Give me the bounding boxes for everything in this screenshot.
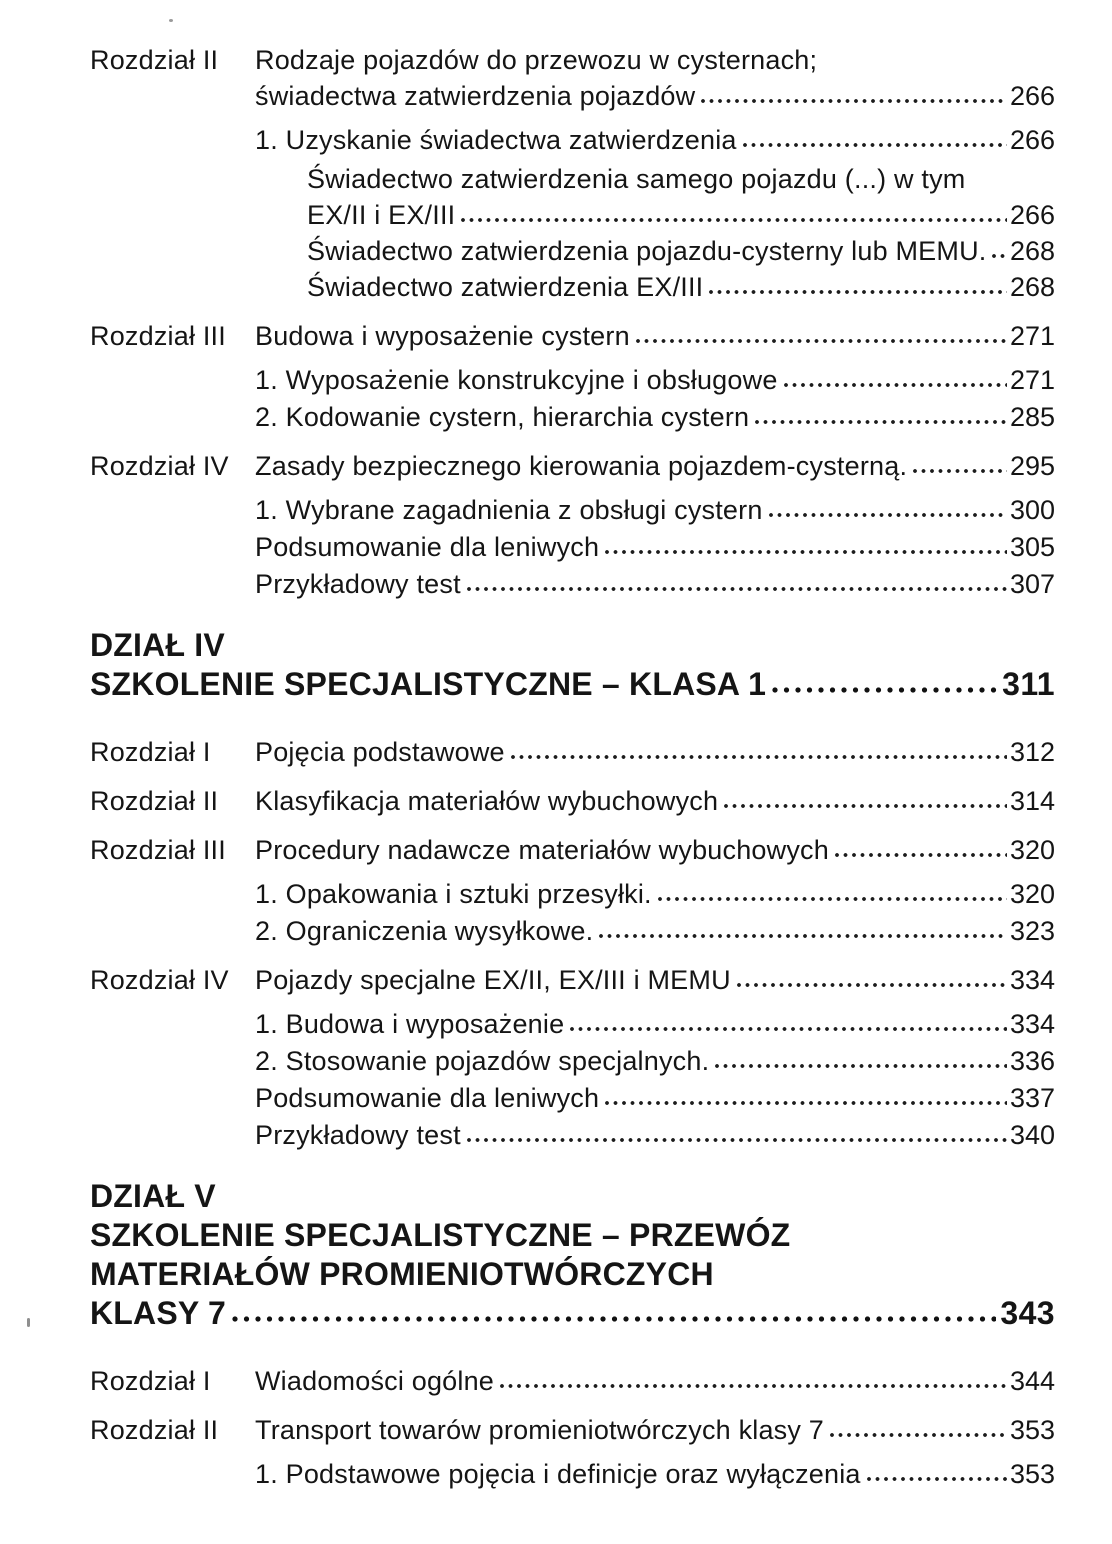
entry-content bbox=[255, 1117, 1055, 1153]
page-number: 340 bbox=[1009, 1120, 1055, 1150]
toc-entry bbox=[90, 1363, 1055, 1399]
entry-content bbox=[90, 626, 1055, 704]
entry-text: SZKOLENIE SPECJALISTYCZNE – PRZEWÓZ bbox=[90, 1217, 791, 1253]
dot-leader bbox=[911, 463, 1007, 475]
page-number: 314 bbox=[1009, 786, 1055, 816]
entry-text: 2. Kodowanie cystern, hierarchia cystern bbox=[255, 402, 750, 432]
entry-text: DZIAŁ V bbox=[90, 1178, 216, 1214]
page-number: 337 bbox=[1009, 1083, 1055, 1113]
dot-leader bbox=[833, 847, 1007, 859]
chapter-label: Rozdział II bbox=[90, 786, 219, 816]
entry-line bbox=[255, 1363, 1055, 1399]
entry-text: DZIAŁ IV bbox=[90, 627, 225, 663]
page-number: 344 bbox=[1009, 1366, 1055, 1396]
page-number: 271 bbox=[1009, 321, 1055, 351]
entry-content bbox=[255, 566, 1055, 602]
toc-entry bbox=[90, 1117, 1055, 1153]
toc-entry bbox=[90, 42, 1055, 114]
dot-leader bbox=[465, 1132, 1007, 1144]
entry-content bbox=[255, 876, 1055, 912]
entry-content bbox=[255, 783, 1055, 819]
dot-leader bbox=[767, 507, 1007, 519]
entry-line bbox=[255, 1412, 1055, 1448]
toc-entry bbox=[90, 913, 1055, 949]
entry-text: SZKOLENIE SPECJALISTYCZNE – KLASA 1 bbox=[90, 666, 767, 702]
entry-content bbox=[255, 529, 1055, 565]
dot-leader bbox=[509, 749, 1007, 761]
page-number: 353 bbox=[1009, 1459, 1055, 1489]
page-number: 320 bbox=[1009, 835, 1055, 865]
toc-entry bbox=[90, 1456, 1055, 1492]
entry-line bbox=[307, 161, 1055, 197]
dot-leader bbox=[699, 93, 1007, 105]
toc-entry bbox=[90, 122, 1055, 158]
entry-content bbox=[255, 1363, 1055, 1399]
toc-entry bbox=[90, 832, 1055, 868]
entry-line bbox=[255, 734, 1055, 770]
toc-entry bbox=[90, 962, 1055, 998]
entry-content bbox=[255, 1456, 1055, 1492]
entry-text: 2. Ograniczenia wysyłkowe. bbox=[255, 916, 594, 946]
entry-content bbox=[255, 832, 1055, 868]
entry-content bbox=[255, 318, 1055, 354]
dot-leader bbox=[459, 212, 1007, 224]
entry-text: Pojazdy specjalne EX/II, EX/III i MEMU bbox=[255, 965, 731, 995]
entry-line bbox=[255, 1117, 1055, 1153]
entry-content bbox=[255, 399, 1055, 435]
entry-text: 1. Podstawowe pojęcia i definicje oraz wyłączenia bbox=[255, 1459, 861, 1489]
dot-leader bbox=[735, 977, 1007, 989]
entry-text: Podsumowanie dla leniwych bbox=[255, 532, 600, 562]
entry-text: 1. Wybrane zagadnienia z obsługi cystern bbox=[255, 495, 763, 525]
entry-content bbox=[255, 1043, 1055, 1079]
dot-leader bbox=[230, 1310, 996, 1324]
dot-leader bbox=[707, 284, 1007, 296]
toc-entry bbox=[90, 448, 1055, 484]
entry-text: Wiadomości ogólne bbox=[255, 1366, 495, 1396]
entry-text: 1. Uzyskanie świadectwa zatwierdzenia bbox=[255, 125, 737, 155]
page-number: 320 bbox=[1009, 879, 1055, 909]
entry-line bbox=[90, 665, 1055, 704]
dot-leader bbox=[603, 1095, 1007, 1107]
toc-entry bbox=[90, 783, 1055, 819]
dot-leader bbox=[865, 1471, 1007, 1483]
page-number: 266 bbox=[1009, 200, 1055, 230]
entry-text: Zasady bezpiecznego kierowania pojazdem-cysterną. bbox=[255, 451, 908, 481]
page-number: 336 bbox=[1009, 1046, 1055, 1076]
toc-entry bbox=[90, 1080, 1055, 1116]
page-number: 305 bbox=[1009, 532, 1055, 562]
dot-leader bbox=[498, 1378, 1007, 1390]
entry-line bbox=[255, 1043, 1055, 1079]
dot-leader bbox=[722, 798, 1007, 810]
entry-content bbox=[255, 1412, 1055, 1448]
page-number: 266 bbox=[1009, 125, 1055, 155]
toc-entry bbox=[90, 161, 1055, 233]
scan-speck bbox=[27, 1318, 30, 1327]
entry-text: EX/II i EX/III bbox=[307, 200, 456, 230]
dot-leader bbox=[656, 891, 1007, 903]
entry-text: KLASY 7 bbox=[90, 1295, 226, 1331]
chapter-label: Rozdział IV bbox=[90, 965, 229, 995]
entry-content bbox=[255, 492, 1055, 528]
entry-line bbox=[255, 962, 1055, 998]
dot-leader bbox=[828, 1427, 1007, 1439]
entry-line bbox=[307, 269, 1055, 305]
entry-content bbox=[255, 734, 1055, 770]
page-number: 285 bbox=[1009, 402, 1055, 432]
entry-line bbox=[255, 783, 1055, 819]
page-number: 343 bbox=[1000, 1295, 1055, 1331]
entry-line bbox=[90, 1294, 1055, 1333]
entry-line bbox=[255, 122, 1055, 158]
entry-text: Świadectwo zatwierdzenia pojazdu-cysterny lub MEMU. bbox=[307, 236, 987, 266]
dot-leader bbox=[597, 928, 1007, 940]
dot-leader bbox=[990, 248, 1006, 260]
entry-content bbox=[255, 122, 1055, 158]
entry-content bbox=[255, 448, 1055, 484]
entry-line bbox=[90, 1216, 1055, 1255]
dot-leader bbox=[770, 681, 998, 695]
toc-entry bbox=[90, 566, 1055, 602]
entry-content bbox=[255, 362, 1055, 398]
dot-leader bbox=[568, 1021, 1007, 1033]
entry-line bbox=[255, 362, 1055, 398]
entry-text: Przykładowy test bbox=[255, 1120, 461, 1150]
entry-text: 1. Wyposażenie konstrukcyjne i obsługowe bbox=[255, 365, 778, 395]
entry-content bbox=[255, 962, 1055, 998]
part-heading bbox=[90, 626, 1055, 704]
entry-text: Klasyfikacja materiałów wybuchowych bbox=[255, 786, 719, 816]
entry-content bbox=[255, 161, 1055, 233]
entry-content bbox=[255, 1006, 1055, 1042]
chapter-label: Rozdział III bbox=[90, 321, 226, 351]
chapter-label: Rozdział IV bbox=[90, 451, 229, 481]
toc-entry bbox=[90, 399, 1055, 435]
entry-line bbox=[90, 626, 1055, 665]
scan-speck bbox=[169, 19, 173, 22]
page-number: 271 bbox=[1009, 365, 1055, 395]
entry-line bbox=[90, 1255, 1055, 1294]
entry-content bbox=[255, 233, 1055, 269]
entry-line bbox=[255, 913, 1055, 949]
entry-line bbox=[255, 492, 1055, 528]
entry-line bbox=[255, 1080, 1055, 1116]
entry-text: Podsumowanie dla leniwych bbox=[255, 1083, 600, 1113]
toc-entry bbox=[90, 233, 1055, 269]
entry-content bbox=[255, 1080, 1055, 1116]
chapter-label: Rozdział I bbox=[90, 1366, 211, 1396]
toc-entry bbox=[90, 269, 1055, 305]
entry-line bbox=[255, 448, 1055, 484]
toc-entry bbox=[90, 1006, 1055, 1042]
entry-line bbox=[255, 1006, 1055, 1042]
entry-line bbox=[255, 399, 1055, 435]
entry-content bbox=[90, 1177, 1055, 1333]
dot-leader bbox=[782, 377, 1007, 389]
page-number: 312 bbox=[1009, 737, 1055, 767]
toc-entry bbox=[90, 362, 1055, 398]
page-number: 268 bbox=[1009, 236, 1055, 266]
entry-text: Transport towarów promieniotwórczych klasy 7 bbox=[255, 1415, 824, 1445]
entry-text: Świadectwo zatwierdzenia EX/III bbox=[307, 272, 704, 302]
entry-text: Rodzaje pojazdów do przewozu w cysternach; bbox=[255, 45, 818, 75]
dot-leader bbox=[713, 1058, 1007, 1070]
dot-leader bbox=[753, 414, 1007, 426]
entry-content bbox=[255, 42, 1055, 114]
entry-line bbox=[255, 1456, 1055, 1492]
page-number: 295 bbox=[1009, 451, 1055, 481]
dot-leader bbox=[603, 544, 1007, 556]
entry-line bbox=[307, 233, 1055, 269]
page-number: 268 bbox=[1009, 272, 1055, 302]
entry-text: 1. Budowa i wyposażenie bbox=[255, 1009, 565, 1039]
entry-line bbox=[307, 197, 1055, 233]
page-number: 323 bbox=[1009, 916, 1055, 946]
entry-line bbox=[90, 1177, 1055, 1216]
entry-text: świadectwa zatwierdzenia pojazdów bbox=[255, 81, 696, 111]
entry-text: Procedury nadawcze materiałów wybuchowych bbox=[255, 835, 829, 865]
entry-content bbox=[255, 269, 1055, 305]
page-number: 334 bbox=[1009, 965, 1055, 995]
page-number: 311 bbox=[1002, 666, 1055, 702]
entry-line bbox=[255, 78, 1055, 114]
entry-text: 2. Stosowanie pojazdów specjalnych. bbox=[255, 1046, 710, 1076]
chapter-label: Rozdział II bbox=[90, 45, 219, 75]
entry-line bbox=[255, 876, 1055, 912]
toc-entry bbox=[90, 876, 1055, 912]
chapter-label: Rozdział I bbox=[90, 737, 211, 767]
entry-text: Pojęcia podstawowe bbox=[255, 737, 505, 767]
dot-leader bbox=[634, 333, 1007, 345]
toc-entry bbox=[90, 1412, 1055, 1448]
entry-line bbox=[255, 318, 1055, 354]
toc-entry bbox=[90, 318, 1055, 354]
entry-text: Przykładowy test bbox=[255, 569, 461, 599]
entry-text: MATERIAŁÓW PROMIENIOTWÓRCZYCH bbox=[90, 1256, 714, 1292]
page-number: 300 bbox=[1009, 495, 1055, 525]
dot-leader bbox=[741, 137, 1007, 149]
part-heading bbox=[90, 1177, 1055, 1333]
entry-line bbox=[255, 566, 1055, 602]
entry-text: 1. Opakowania i sztuki przesyłki. bbox=[255, 879, 652, 909]
entry-text: Budowa i wyposażenie cystern bbox=[255, 321, 630, 351]
toc-entry bbox=[90, 1043, 1055, 1079]
entry-line bbox=[255, 529, 1055, 565]
entry-content bbox=[255, 913, 1055, 949]
page-number: 307 bbox=[1009, 569, 1055, 599]
dot-leader bbox=[465, 581, 1007, 593]
page-number: 353 bbox=[1009, 1415, 1055, 1445]
toc-entry bbox=[90, 492, 1055, 528]
toc-blocks bbox=[90, 42, 1055, 1492]
page-number: 334 bbox=[1009, 1009, 1055, 1039]
entry-line bbox=[255, 832, 1055, 868]
toc-entry bbox=[90, 529, 1055, 565]
page-number: 266 bbox=[1009, 81, 1055, 111]
chapter-label: Rozdział III bbox=[90, 835, 226, 865]
chapter-label: Rozdział II bbox=[90, 1415, 219, 1445]
toc-entry bbox=[90, 734, 1055, 770]
entry-text: Świadectwo zatwierdzenia samego pojazdu (...) w tym bbox=[307, 164, 966, 194]
entry-line bbox=[255, 42, 1055, 78]
